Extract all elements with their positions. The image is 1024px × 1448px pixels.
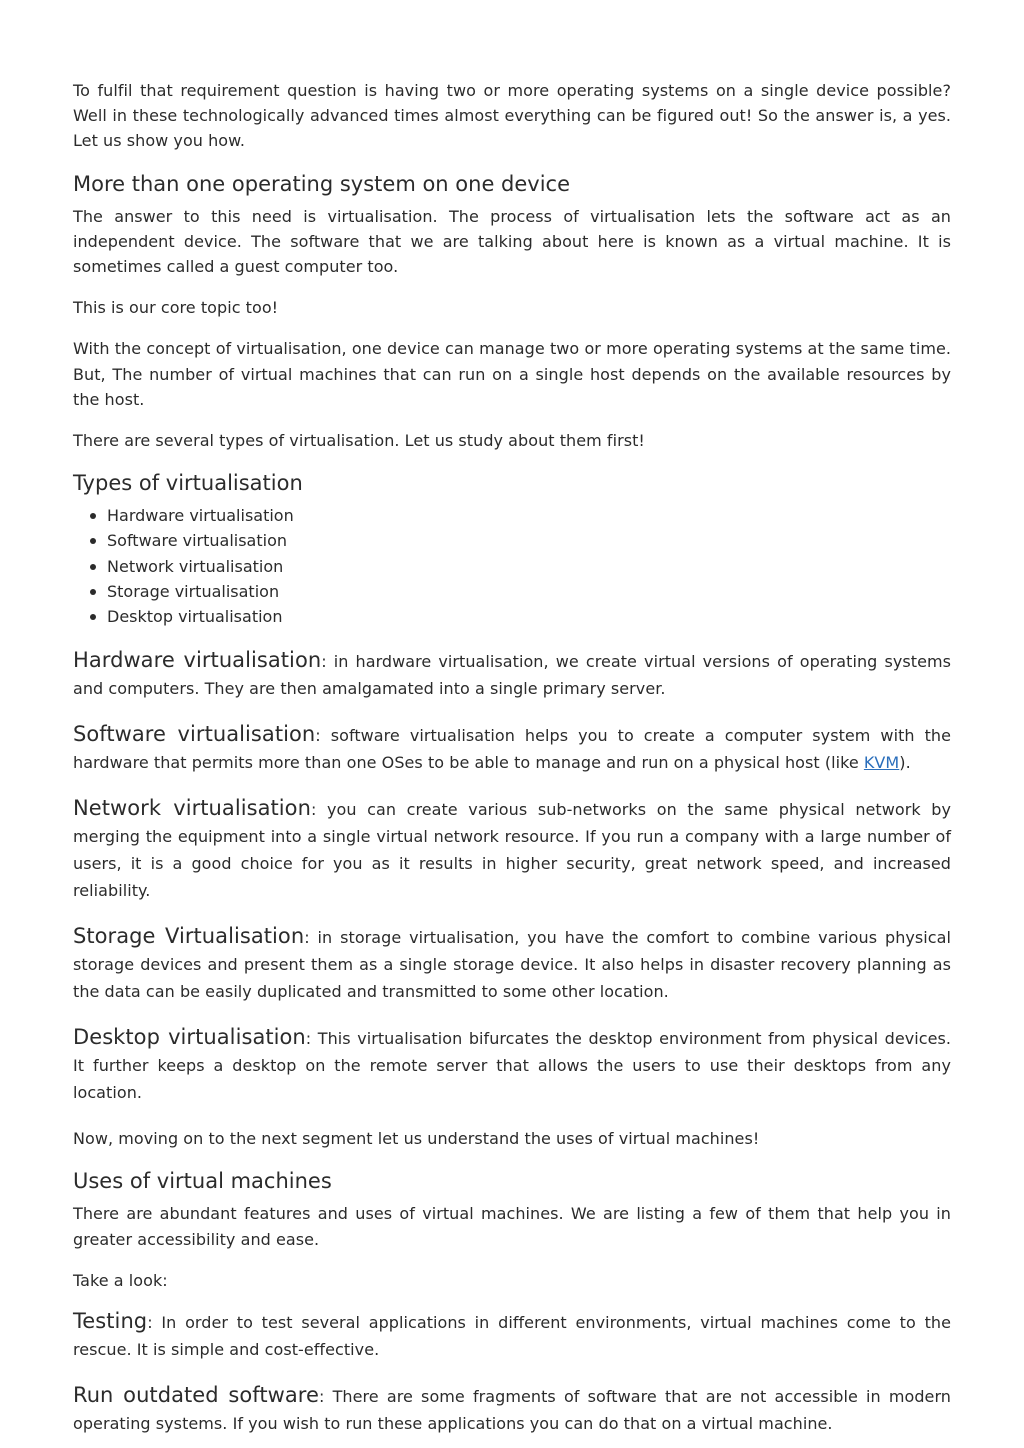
definition-term: Software virtualisation [73, 722, 316, 747]
definition-text: : This virtualisation bifurcates the desktop environment from physical devices. It further keeps a desktop on the remote server that allows the users to use their desktops from any location. [73, 1029, 951, 1103]
storage-virtualisation-definition [73, 924, 951, 1005]
take-a-look-paragraph: Take a look: [73, 1270, 168, 1290]
bullet-icon [90, 513, 96, 519]
types-list [73, 503, 951, 629]
virtualisation-answer-paragraph: The answer to this need is virtualisation. The process of virtualisation lets the software act as an independent device. The software that we are talking about here is known as a virtual machine. It is sometimes called a guest computer too. [73, 206, 951, 277]
transition-paragraph: Now, moving on to the next segment let us understand the uses of virtual machines! [73, 1129, 760, 1149]
definition-term: Network virtualisation [73, 796, 311, 821]
outdated-software-use-definition [73, 1383, 951, 1437]
definition-text: : software virtualisation helps you to create a computer system with the hardware that permits more than one OSes to be able to manage and run on a physical host (like [73, 726, 951, 773]
types-heading: Types of virtualisation [73, 471, 303, 496]
testing-use-definition [73, 1309, 951, 1363]
intro-paragraph: To fulfil that requirement question is having two or more operating systems on a single device possible? Well in these technologically advanced times almost everything can be figured out! So the answer is, a yes. Let us show you how. [73, 81, 951, 151]
uses-heading: Uses of virtual machines [73, 1169, 332, 1194]
kvm-link[interactable]: KVM [863, 753, 900, 773]
definition-text: : There are some fragments of software that are not accessible in modern operating systems. If you wish to run these applications you can do that on a virtual machine. [73, 1387, 951, 1434]
section-heading-multiple-os: More than one operating system on one device [73, 171, 571, 196]
definition-term: Storage Virtualisation [73, 924, 305, 949]
hardware-virtualisation-definition [73, 648, 951, 702]
definition-text-end: ). [899, 753, 911, 773]
core-topic-paragraph: This is our core topic too! [73, 298, 279, 318]
definition-term: Desktop virtualisation [73, 1025, 306, 1050]
virtualisation-concept-paragraph: With the concept of virtualisation, one device can manage two or more operating systems at the same time. But, The number of virtual machines that can run on a single host depends on the available resources by the host. [73, 339, 951, 409]
software-virtualisation-definition [73, 722, 951, 776]
types-intro-paragraph: There are several types of virtualisation. Let us study about them first! [73, 431, 645, 451]
definition-text: : in storage virtualisation, you have the comfort to combine various physical storage devices and present them as a single storage device. It also helps in disaster recovery planning as the data can be easily duplicated and transmitted to some other location. [73, 928, 951, 1002]
bullet-icon [90, 564, 96, 570]
list-item: Software virtualisation [107, 528, 951, 553]
network-virtualisation-definition [73, 796, 951, 904]
list-item: Network virtualisation [107, 554, 951, 579]
definition-term: Hardware virtualisation [73, 648, 322, 673]
bullet-icon [90, 538, 96, 544]
bullet-icon [90, 614, 96, 620]
uses-intro-paragraph: There are abundant features and uses of virtual machines. We are listing a few of them that help you in greater accessibility and ease. [73, 1204, 951, 1249]
list-item: Hardware virtualisation [107, 503, 951, 528]
definition-text: : In order to test several applications in different environments, virtual machines come to the rescue. It is simple and cost-effective. [73, 1313, 951, 1360]
desktop-virtualisation-definition [73, 1025, 951, 1106]
bullet-icon [90, 589, 96, 595]
definition-text: : in hardware virtualisation, we create virtual versions of operating systems and computers. They are then amalgamated into a single primary server. [73, 652, 951, 699]
definition-term: Run outdated software [73, 1383, 319, 1408]
list-item: Desktop virtualisation [107, 604, 951, 629]
list-item: Storage virtualisation [107, 579, 951, 604]
definition-text: : you can create various sub-networks on the same physical network by merging the equipment into a single virtual network resource. If you run a company with a large number of users, it is a good choice for you as it results in higher security, great network speed, and increased reliability. [73, 800, 951, 901]
definition-term: Testing [73, 1309, 148, 1334]
